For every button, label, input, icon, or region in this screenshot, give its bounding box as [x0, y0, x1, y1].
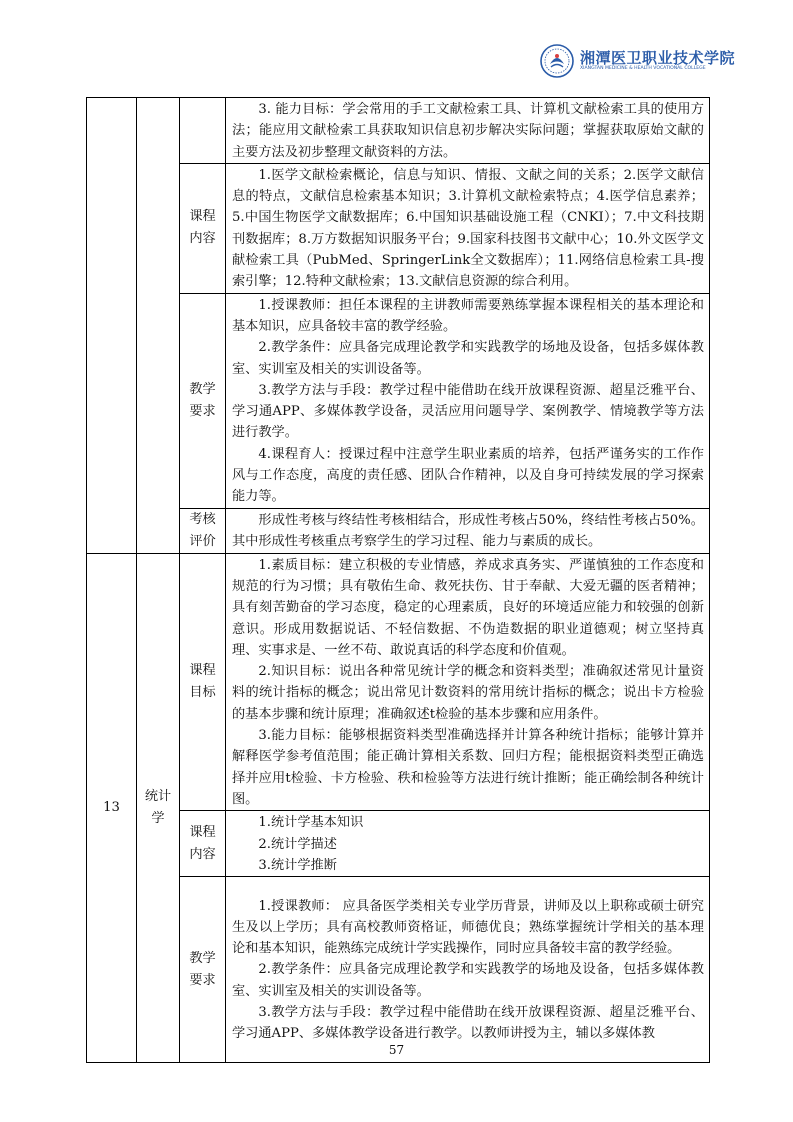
teaching-requirements: 1.授课教师：担任本课程的主讲教师需要熟练掌握本课程相关的基本理论和基本知识，应具备较丰富的教学经验。 2.教学条件：应具备完成理论教学和实践教学的场地及设备，包括多媒体教室、实训室及相关的实训设备等。 3.教学方法与手段：教学过程中能借助在线开放课程资源、超星泛雅平台、学习通APP、多媒体教学设备，灵活应用问题导学、案例教学、情境教学等方法进行教学。 4.课程育人：授课过程中注意学生职业素质的培养，包括严谨务实的工作作风与工作态度，高度的责任感、团队合作精神，以及自身可持续发展的学习探索能力等。: [226, 293, 710, 508]
course-number-cell: 13: [87, 553, 137, 1062]
section-label-cell: [180, 811, 226, 877]
section-label-cell: [180, 877, 226, 1063]
course-content: 1.统计学基本知识 2.统计学描述 3.统计学推断: [226, 811, 710, 877]
course-goals-continued: 3. 能力目标：学会常用的手工文献检索工具、计算机文献检索工具的使用方法；能应用文献检索工具获取知识信息初步解决实际问题；掌握获取原始文献的主要方法及初步整理文献资料的方法。: [226, 98, 710, 164]
section-label-cell: [180, 293, 226, 508]
evaluation: 形成性考核与终结性考核相结合，形成性考核占50%，终结性考核占50%。其中形成性考核重点考察学生的学习过程、能力与素质的成长。: [226, 508, 710, 553]
course-name-cell: [137, 553, 180, 1062]
course-name-cell: [137, 98, 180, 554]
table-row: [87, 508, 710, 553]
requirements-label: 教学要求: [189, 950, 216, 988]
college-name-cn: 湘潭医卫职业技术学院: [580, 49, 736, 67]
teaching-requirements: 1.授课教师： 应具备医学类相关专业学历背景，讲师及以上职称或硕士研究生及以上学历；具有高校教师资格证，师德优良；熟练掌握统计学相关的基本理论和基本知识，能熟练完成统计学实践操作，同时应具备较丰富的教学经验。 2.教学条件：应具备完成理论教学和实践教学的场地及设备，包括多媒体教室、实训室及相关的实训设备等。 3.教学方法与手段：教学过程中能借助在线开放课程资源、超星泛雅平台、学习通APP、多媒体教学设备进行教学。以教师讲授为主，辅以多媒体教: [226, 877, 710, 1063]
course-content: 1.医学文献检索概论，信息与知识、情报、文献之间的关系；2.医学文献信息的特点，文献信息检索基本知识；3.计算机文献检索特点；4.医学信息素养；5.中国生物医学文献数据库；6.中国知识基础设施工程（CNKI）；7.中文科技期刊数据库；8.万方数据知识服务平台；9.国家科技图书文献中心；10.外文医学文献检索工具（PubMed、SpringerLink全文数据库）；11.网络信息检索工具-搜索引擎；12.特种文献检索；13.文献信息资源的综合利用。: [226, 163, 710, 293]
page-number: 57: [388, 1043, 405, 1057]
goals-label: 课程目标: [189, 662, 216, 700]
table-row: [87, 163, 710, 293]
course-table: [86, 97, 710, 1063]
content-label: 课程内容: [189, 209, 216, 247]
table-row: [87, 98, 710, 164]
evaluation-label: 考核评价: [189, 511, 216, 549]
content-label: 课程内容: [189, 824, 216, 862]
table-row: [87, 811, 710, 877]
section-label-cell: [180, 508, 226, 553]
college-logo: [540, 44, 736, 78]
course-goals: 1.素质目标：建立积极的专业情感，养成求真务实、严谨慎独的工作态度和规范的行为习惯；具有敬佑生命、救死扶伤、甘于奉献、大爱无疆的医者精神；具有刻苦勤奋的学习态度，稳定的心理素质，良好的环境适应能力和较强的创新意识。形成用数据说话、不轻信数据、不伪造数据的职业道德观；树立坚持真理、实事求是、一丝不苟、敢说真话的科学态度和价值观。 2.知识目标：说出各种常见统计学的概念和资料类型；准确叙述常见计量资料的统计指标的概念；说出常见计数资料的常用统计指标的概念；说出卡方检验的基本步骤和统计原理；准确叙述t检验的基本步骤和应用条件。 3.能力目标：能够根据资料类型准确选择并计算各种统计指标；能够计算并解释医学参考值范围；能正确计算相关系数、回归方程；能根据资料类型正确选择并应用t检验、卡方检验、秩和检验等方法进行统计推断；能正确绘制各种统计图。: [226, 553, 710, 811]
table-row: [87, 877, 710, 1063]
course-name: 统计学: [144, 788, 172, 826]
section-label-cell: [180, 163, 226, 293]
course-number-cell: [87, 98, 137, 554]
section-label-cell: [180, 98, 226, 164]
section-label-cell: [180, 553, 226, 811]
table-row: [87, 293, 710, 508]
college-emblem-icon: [540, 44, 574, 78]
requirements-label: 教学要求: [189, 381, 216, 419]
college-name-en: XIANGTAN MEDICINE & HEALTH VOCATIONAL COLLEGE: [580, 66, 706, 71]
table-row: [87, 553, 710, 811]
